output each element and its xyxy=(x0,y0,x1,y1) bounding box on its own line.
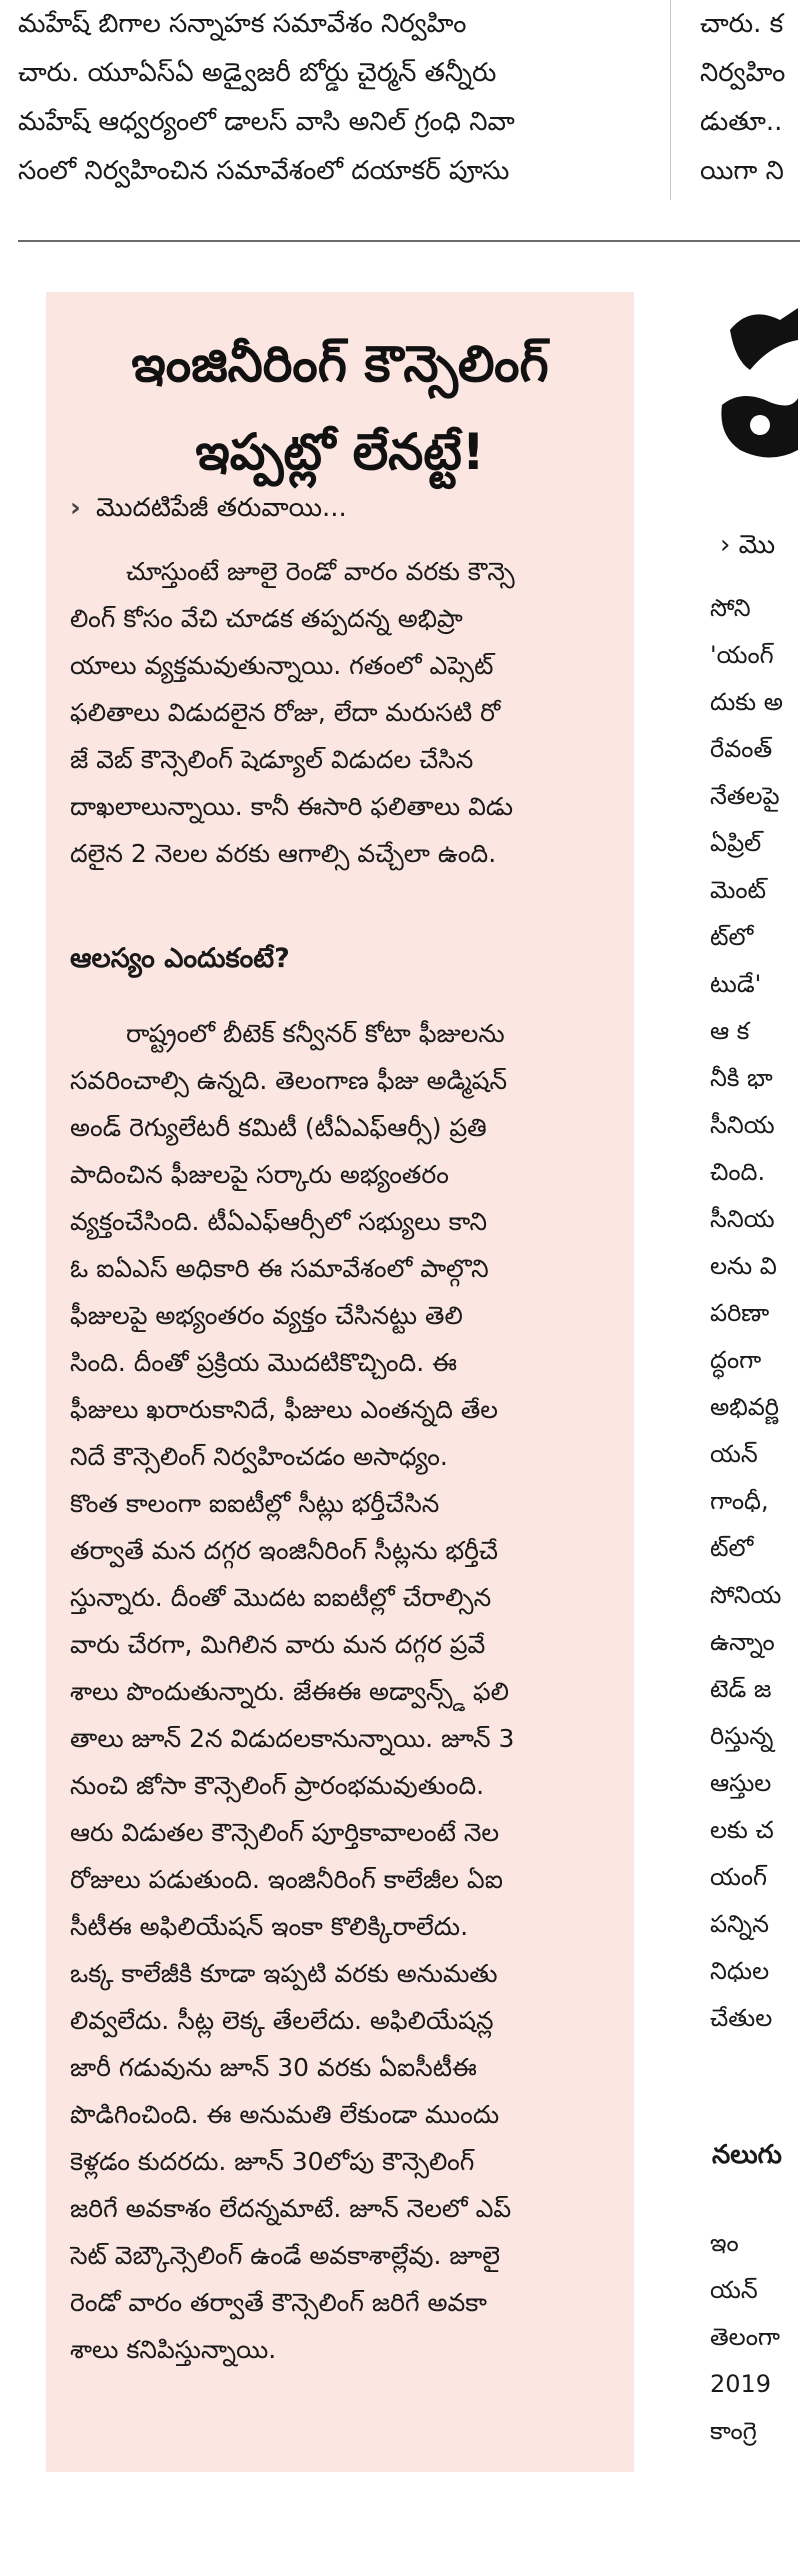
previous-article-tail xyxy=(18,0,658,196)
right-line: సీనియ xyxy=(710,1205,775,1233)
article-paragraph-2 xyxy=(70,1010,630,2373)
right-line: టుడే' xyxy=(710,970,762,998)
article-paragraph-1 xyxy=(70,548,630,877)
article-line: కొంత కాలంగా ఐఐటీల్లో సీట్లు భర్తీచేసిన xyxy=(70,1489,440,1518)
right-line: పన్నిన xyxy=(710,1910,769,1938)
article-line: రెండో వారం తర్వాతే కౌన్సెలింగ్ జరిగే అవకా xyxy=(70,2288,487,2317)
article-headline xyxy=(46,320,634,496)
article-line: యాలు వ్యక్తమవుతున్నాయి. గతంలో ఎప్సెట్ xyxy=(70,651,494,680)
right-continuation-label: మొ xyxy=(738,530,776,560)
right-line: 'యంగ్ xyxy=(710,641,774,669)
right-line: యన్ xyxy=(710,1440,758,1468)
chevron-right-icon: › xyxy=(720,530,739,560)
fragment-line: డుతూ.. xyxy=(700,107,783,137)
right-line: అభివర్ణి xyxy=(710,1393,779,1421)
column-divider xyxy=(670,0,671,200)
right-article-body xyxy=(710,585,800,2042)
right-line: యంగ్ xyxy=(710,1863,768,1891)
right-line: రిస్తున్న xyxy=(710,1722,774,1750)
article-line: సంలో నిర్వహించిన సమావేశంలో దయాకర్ పూసు xyxy=(18,156,510,186)
article-line: తర్వాతే మన దగ్గర ఇంజినీరింగ్ సీట్లను భర్తీచే xyxy=(70,1536,498,1565)
article-line: శాలు పొందుతున్నారు. జేఈఈ అడ్వాన్స్డ్ ఫలి xyxy=(70,1677,509,1706)
article-line: జరిగే అవకాశం లేదన్నమాటే. జూన్ నెలలో ఎప్ xyxy=(70,2194,512,2223)
right-line: ద్ధంగా xyxy=(710,1346,762,1374)
article-line: నుంచి జోసా కౌన్సెలింగ్ ప్రారంభమవుతుంది. xyxy=(70,1771,485,1800)
article-line: చూస్తుంటే జూలై రెండో వారం వరకు కౌన్సె xyxy=(126,557,515,586)
article-line: వారు చేరగా, మిగిలిన వారు మన దగ్గర ప్రవే xyxy=(70,1630,486,1659)
article-line: ఫీజులపై అభ్యంతరం వ్యక్తం చేసినట్టు తెలి xyxy=(70,1301,463,1330)
right-line: 2019 xyxy=(710,2370,772,2398)
article-line: దలైన 2 నెలల వరకు ఆగాల్సి వచ్చేలా ఉంది. xyxy=(70,839,497,868)
right-line: సోనియ xyxy=(710,1581,782,1609)
right-line: ఇం xyxy=(710,2229,739,2257)
article-subheading: ఆలస్యం ఎందుకంటే? xyxy=(70,943,290,974)
headline-line-2: ఇప్పట్లో లేనట్టే! xyxy=(195,423,485,481)
article-line: ఒక్క కాలేజీకి కూడా ఇప్పటి వరకు అనుమతు xyxy=(70,1959,498,1988)
right-line: నీకి భా xyxy=(710,1064,773,1092)
article-line: లివ్వలేదు. సీట్ల లెక్క తేలలేదు. అఫిలియేషన్ల xyxy=(70,2006,494,2035)
right-line: ఆ క xyxy=(710,1017,750,1045)
right-line: నేతలపై xyxy=(710,782,780,810)
article-line: తాలు జూన్ 2న విడుదలకానున్నాయి. జూన్ 3 xyxy=(70,1724,515,1753)
fragment-line: చారు. క xyxy=(700,9,784,39)
article-line: రాష్ట్రంలో బీటెక్ కన్వీనర్ కోటా ఫీజులను xyxy=(126,1019,505,1048)
right-continuation-marker xyxy=(720,530,800,566)
right-subheading: నలుగు xyxy=(712,2140,782,2170)
article-line: శాలు కనిపిస్తున్నాయి. xyxy=(70,2335,277,2364)
right-line: కాంగ్రె xyxy=(710,2417,757,2445)
right-line: యన్ xyxy=(710,2276,758,2304)
right-line: ఉన్నాం xyxy=(710,1628,775,1656)
article-line: సవరించాల్సి ఉన్నది. తెలంగాణ ఫీజు అడ్మిషన్ xyxy=(70,1066,508,1095)
article-line: నిదే కౌన్సెలింగ్ నిర్వహించడం అసాధ్యం. xyxy=(70,1442,448,1471)
article-line: జారీ గడువును జూన్ 30 వరకు ఏఐసీటీఈ xyxy=(70,2053,477,2082)
article-line: వ్యక్తంచేసింది. టీఏఎఫ్ఆర్సీలో సభ్యులు కాని xyxy=(70,1207,488,1236)
right-line: సోని xyxy=(710,594,751,622)
cropped-headline-glyph xyxy=(710,300,800,470)
right-line: సీనియ xyxy=(710,1111,775,1139)
article-line: దాఖలాలున్నాయి. కానీ ఈసారి ఫలితాలు విడు xyxy=(70,792,514,821)
right-line: ఏప్రిల్ xyxy=(710,829,762,857)
article-line: లింగ్ కోసం వేచి చూడక తప్పదన్న అభిప్రా xyxy=(70,604,463,633)
right-line: పరిణా xyxy=(710,1299,770,1327)
right-line: మెంట్ xyxy=(710,876,767,904)
article-line: సింది. దీంతో ప్రక్రియ మొదటికొచ్చింది. ఈ xyxy=(70,1348,457,1377)
article-line: రోజులు పడుతుంది. ఇంజినీరింగ్ కాలేజీల ఏఐ xyxy=(70,1865,503,1894)
article-line: సెట్ వెబ్కౌన్సెలింగ్ ఉండే అవకాశాల్లేవు. జూలై xyxy=(70,2241,500,2270)
article-line: స్తున్నారు. దీంతో మొదట ఐఐటీల్లో చేరాల్సిన xyxy=(70,1583,492,1612)
right-line: ట్‌లో xyxy=(710,923,754,951)
right-line: టెడ్ జ xyxy=(710,1675,772,1703)
right-line: లకు చ xyxy=(710,1816,774,1844)
right-line: ఆస్తుల xyxy=(710,1769,772,1797)
fragment-line: యిగా ని xyxy=(700,156,784,186)
headline-line-1: ఇంజినీరింగ్ కౌన్సెలింగ్ xyxy=(131,335,549,393)
fragment-line: నిర్వహిం xyxy=(700,58,786,88)
right-line: దుకు అ xyxy=(710,688,783,716)
right-line: గాంధీ, xyxy=(710,1487,769,1515)
right-line: రేవంత్ xyxy=(710,735,773,763)
article-line: పాదించిన ఫీజులపై సర్కారు అభ్యంతరం xyxy=(70,1160,449,1189)
article-line: ఆరు విడుతల కౌన్సెలింగ్ పూర్తికావాలంటే నెల xyxy=(70,1818,500,1847)
section-divider xyxy=(18,240,800,242)
article-line: చారు. యూఏస్ఏ అడ్వైజరీ బోర్డు చైర్మన్ తన్నీరు xyxy=(18,58,497,88)
article-line: కెళ్లడం కుదరదు. జూన్ 30లోపు కౌన్సెలింగ్ xyxy=(70,2147,475,2176)
article-line: మహేష్ ఆధ్వర్యంలో డాలస్ వాసి అనిల్ గ్రంధి నివా xyxy=(18,107,515,137)
adjacent-article-fragment xyxy=(700,0,800,196)
continuation-label: మొదటిపేజీ తరువాయి... xyxy=(96,493,347,523)
right-line: ట్‌లో xyxy=(710,1534,754,1562)
right-article-body-2 xyxy=(710,2220,800,2455)
article-line: ఫీజులు ఖరారుకానిదే, ఫీజులు ఎంతన్నది తేల xyxy=(70,1395,499,1424)
right-line: తెలంగా xyxy=(710,2323,780,2351)
right-line: చేతుల xyxy=(710,2004,773,2032)
headline-glyph-shape xyxy=(710,300,800,470)
right-line: నిధుల xyxy=(710,1957,770,1985)
article-line: పొడిగించింది. ఈ అనుమతి లేకుండా ముందు xyxy=(70,2100,500,2129)
chevron-right-icon: › xyxy=(70,493,81,523)
article-line: అండ్ రెగ్యులేటరీ కమిటీ (టీఏఎఫ్ఆర్సీ) ప్రతి xyxy=(70,1113,487,1142)
right-line: లను వి xyxy=(710,1252,777,1280)
continuation-marker xyxy=(70,486,630,530)
right-line: చింది. xyxy=(710,1158,766,1186)
article-line: మహేష్ బిగాల సన్నాహక సమావేశం నిర్వహిం xyxy=(18,9,467,39)
article-line: ఫలితాలు విడుదలైన రోజు, లేదా మరుసటి రో xyxy=(70,698,501,727)
article-line: ఓ ఐఏఎస్ అధికారి ఈ సమావేశంలో పాల్గొని xyxy=(70,1254,489,1283)
article-line: సీటీఈ అఫిలియేషన్ ఇంకా కొలిక్కిరాలేదు. xyxy=(70,1912,469,1941)
article-line: జే వెబ్ కౌన్సెలింగ్ షెడ్యూల్ విడుదల చేసిన xyxy=(70,745,474,774)
